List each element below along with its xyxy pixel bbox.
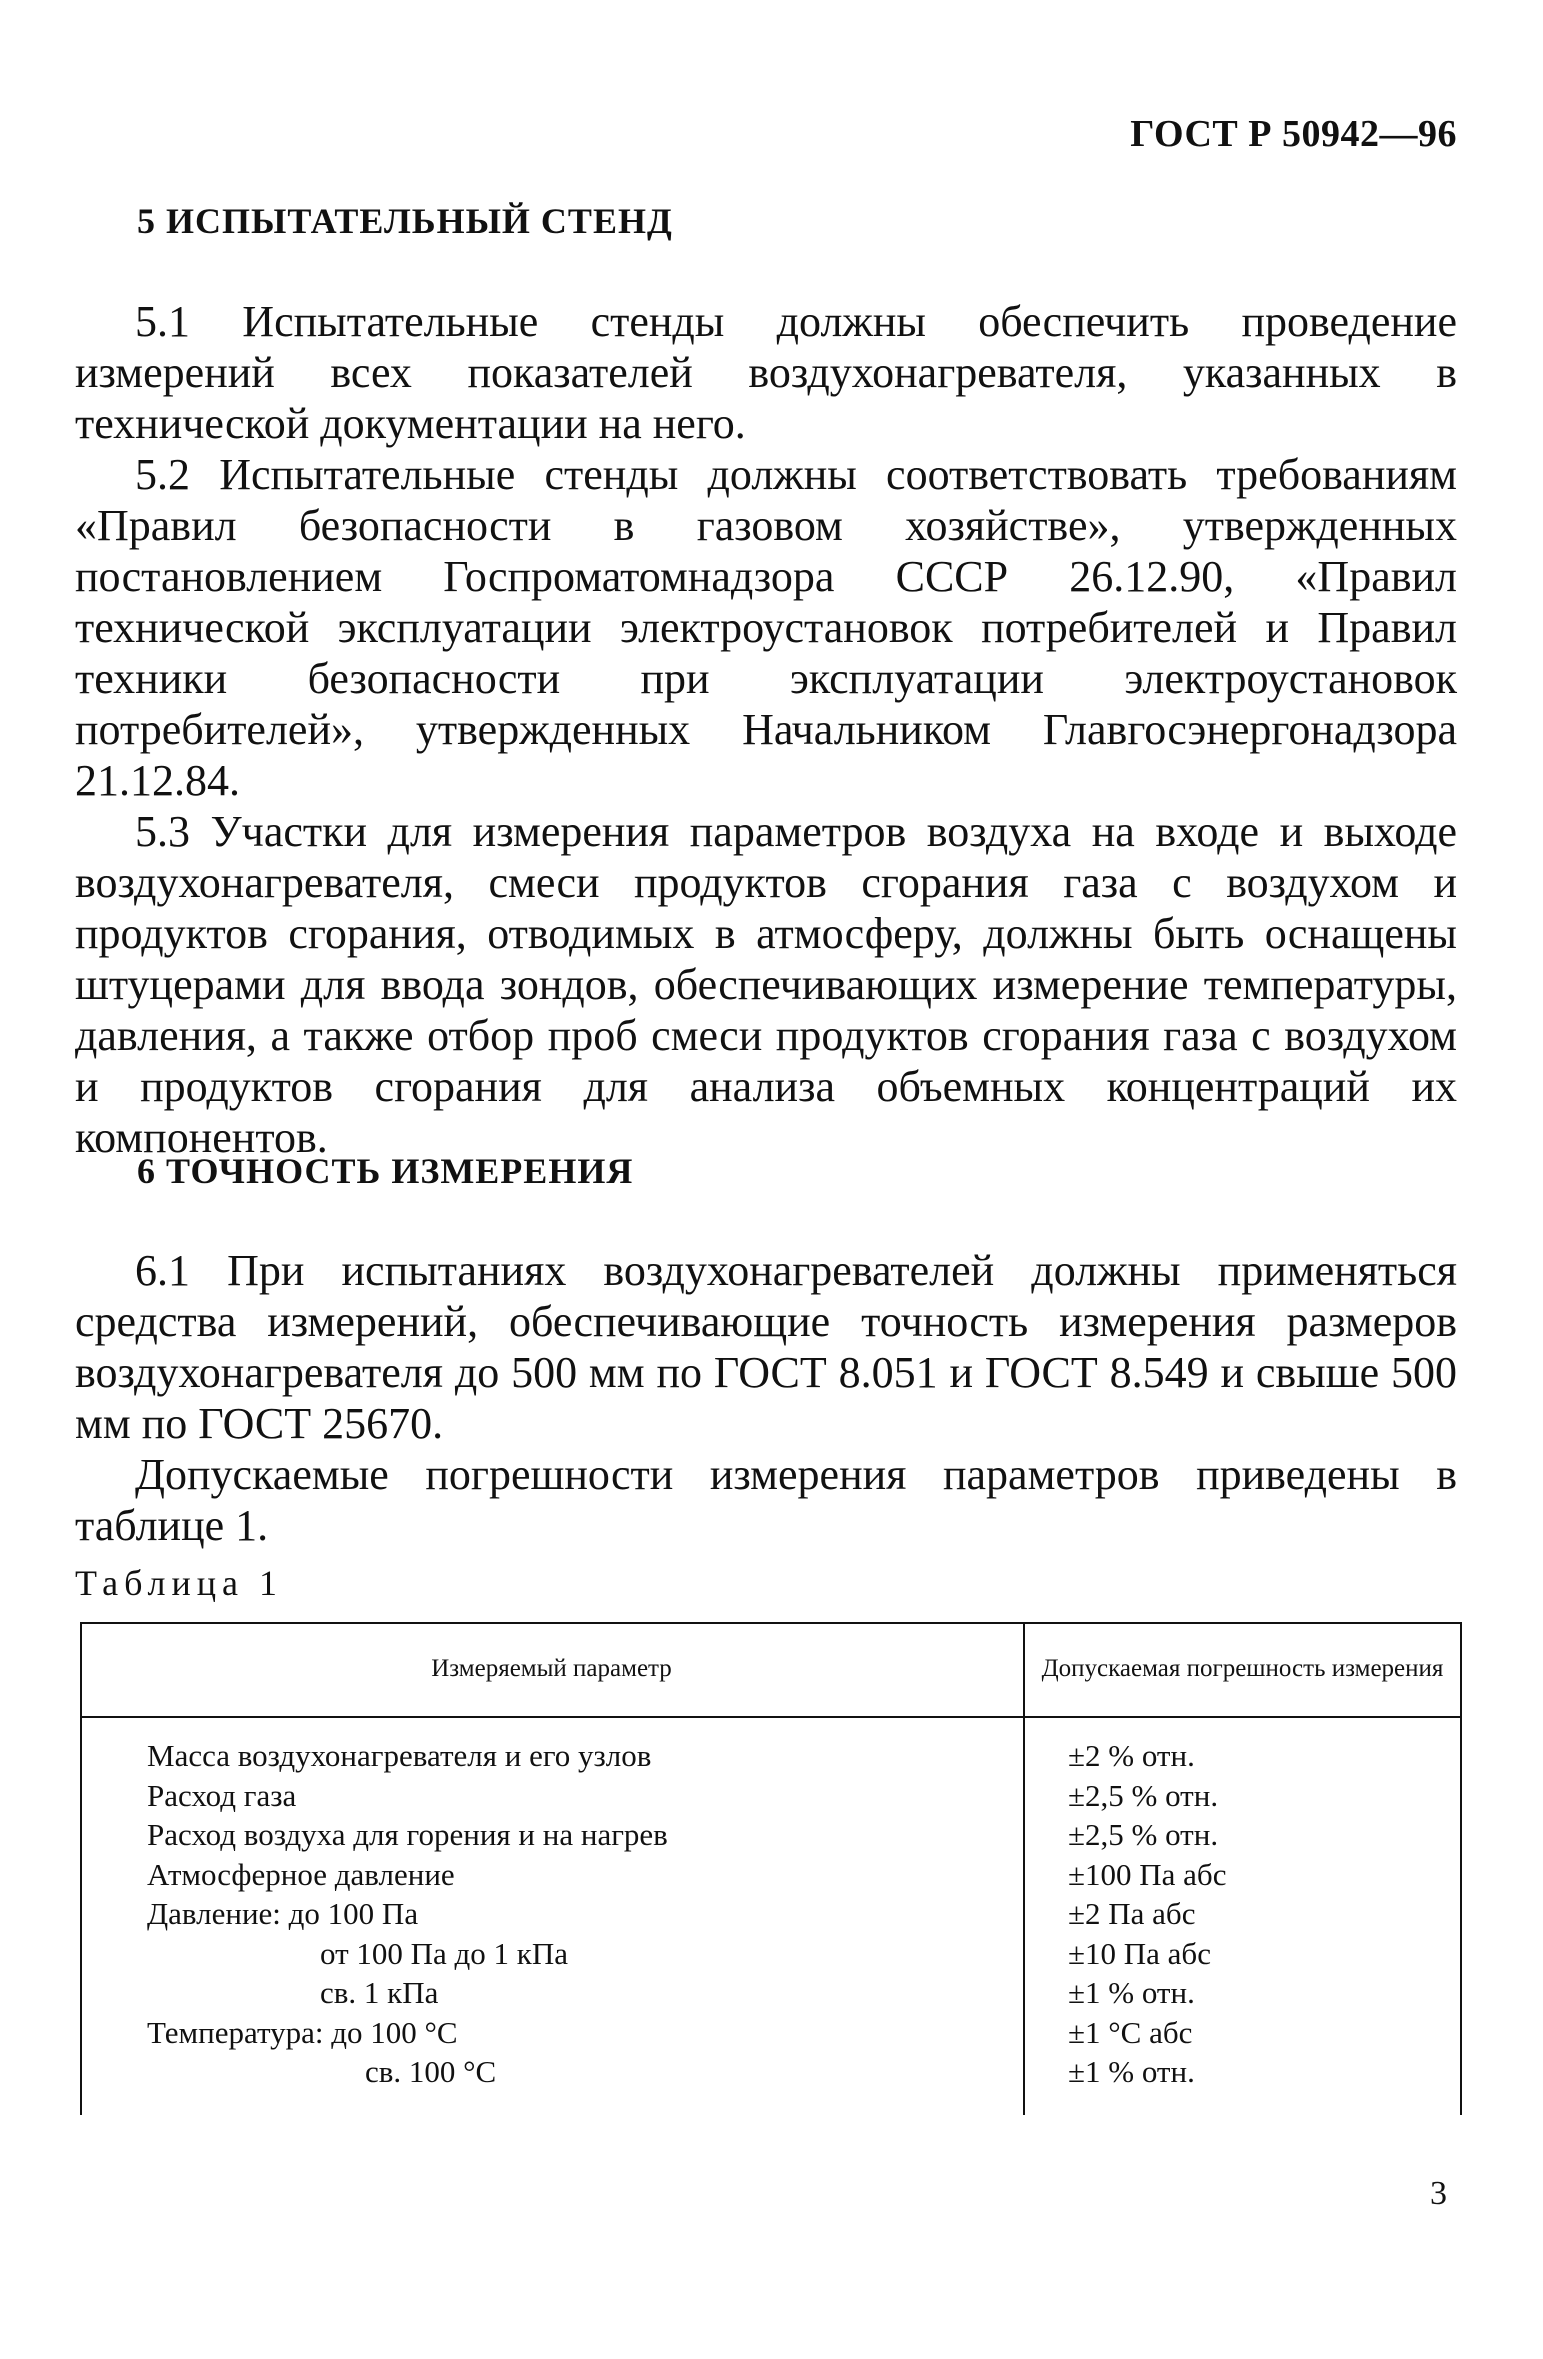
section-5-title: 5 ИСПЫТАТЕЛЬНЫЙ СТЕНД	[137, 201, 673, 241]
tolerance-cell: ±2,5 % отн.	[1068, 1817, 1219, 1852]
table-row	[80, 1815, 1462, 1855]
paragraph-5-3: 5.3 Участки для измерения параметров воздуха на входе и выходе воздухонагревателя, смеси продуктов сгорания газа с воздухом и продуктов сгорания, отводимых в атмосферу, должны быть оснащены штуцерами для ввода зондов, обеспечивающих измерение температуры, давления, а также отбор проб смеси продуктов сгорания газа с воздухом и продуктов сгорания для анализа объемных концентраций их компонентов.	[75, 807, 1457, 1162]
parameter-cell: св. 1 кПа	[320, 1975, 439, 2010]
tolerance-table	[80, 1622, 1462, 2115]
table-caption: Таблица 1	[75, 1563, 283, 1603]
table-row	[80, 1894, 1462, 1934]
table-row	[80, 2052, 1462, 2092]
paragraph-6-2: Допускаемые погрешности измерения параметров приведены в таблице 1.	[75, 1450, 1457, 1550]
page-number: 3	[1430, 2175, 1447, 2212]
parameter-cell: Атмосферное давление	[147, 1856, 455, 1892]
tolerance-cell: ±2 % отн.	[1068, 1738, 1195, 1773]
parameter-cell: Расход воздуха для горения и на нагрев	[147, 1817, 668, 1852]
parameter-cell: Расход газа	[147, 1777, 297, 1813]
table-header-parameter: Измеряемый параметр	[431, 1655, 672, 1682]
parameter-cell: Температура: до 100 °С	[147, 2014, 458, 2050]
tolerance-cell: ±1 % отн.	[1068, 2054, 1195, 2089]
table-body	[80, 1736, 1462, 2092]
tolerance-cell: ±2 Па абс	[1068, 1896, 1196, 1931]
parameter-cell: св. 100 °С	[365, 2054, 497, 2089]
table-row	[80, 1973, 1462, 2013]
paragraph-5-1: 5.1 Испытательные стенды должны обеспечить проведение измерений всех показателей воздухонагревателя, указанных в технической документации на него.	[75, 297, 1457, 448]
table-row	[80, 1776, 1462, 1816]
document-code-header: ГОСТ Р 50942—96	[1130, 113, 1457, 155]
tolerance-cell: ±2,5 % отн.	[1068, 1777, 1219, 1813]
table-row	[80, 1934, 1462, 1974]
paragraph-5-2: 5.2 Испытательные стенды должны соответствовать требованиям «Правил безопасности в газовом хозяйстве», утвержденных постановлением Госпроматомнадзора СССР 26.12.90, «Правил технической эксплуатации электроустановок потребителей и Правил техники безопасности при эксплуатации электроустановок потребителей», утвержденных Начальником Главгосэнергонадзора 21.12.84.	[75, 450, 1457, 805]
section-6-title: 6 ТОЧНОСТЬ ИЗМЕРЕНИЯ	[137, 1151, 634, 1191]
parameter-cell: Масса воздухонагревателя и его узлов	[147, 1738, 652, 1773]
tolerance-cell: ±1 % отн.	[1068, 1975, 1195, 2010]
table-row	[80, 1736, 1462, 1776]
table-header-tolerance: Допускаемая погрешность измерения	[1041, 1655, 1444, 1682]
section-6-body	[75, 1245, 1457, 1551]
parameter-cell: от 100 Па до 1 кПа	[320, 1935, 569, 1971]
table-header-border	[80, 1716, 1462, 1718]
paragraph-6-1: 6.1 При испытаниях воздухонагревателей должны применяться средства измерений, обеспечивающие точность измерения размеров воздухонагревателя до 500 мм по ГОСТ 8.051 и ГОСТ 8.549 и свыше 500 мм по ГОСТ 25670.	[75, 1246, 1457, 1448]
tolerance-cell: ±1 °С абс	[1068, 2014, 1193, 2050]
section-5-body	[75, 296, 1457, 1163]
tolerance-cell: ±10 Па абс	[1068, 1935, 1211, 1971]
parameter-cell: Давление: до 100 Па	[147, 1896, 419, 1931]
table-row	[80, 2013, 1462, 2053]
table-row	[80, 1855, 1462, 1895]
tolerance-cell: ±100 Па абс	[1068, 1856, 1227, 1892]
